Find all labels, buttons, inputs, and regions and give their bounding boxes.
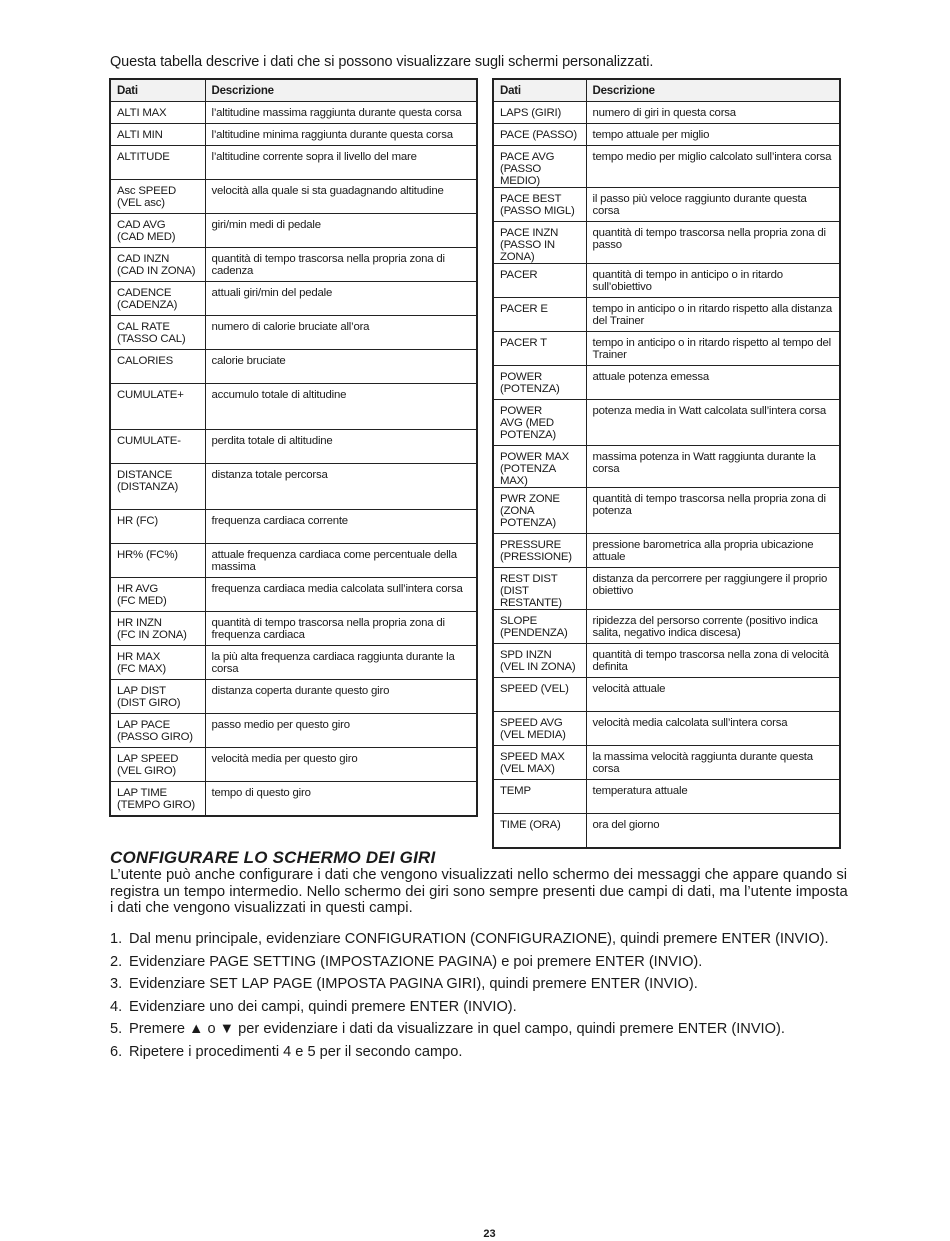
data-field-name: HR% (FC%): [110, 544, 205, 578]
data-field-description: quantità di tempo trascorsa nella zona di velocità definita: [586, 644, 840, 678]
table-row: [493, 644, 840, 678]
data-field-name: SPD INZN (VEL IN ZONA): [493, 644, 586, 678]
data-field-description: ripidezza del persorso corrente (positivo indica salita, negativo indica discesa): [586, 610, 840, 644]
data-field-description: velocità media calcolata sull’intera corsa: [586, 712, 840, 746]
data-field-name: SPEED MAX (VEL MAX): [493, 746, 586, 780]
data-field-description: passo medio per questo giro: [205, 714, 477, 748]
data-field-name: POWER (POTENZA): [493, 366, 586, 400]
table-row: [493, 534, 840, 568]
table-row: [110, 680, 477, 714]
table-row: [493, 366, 840, 400]
column-header-dati: Dati: [110, 79, 205, 102]
table-row: [110, 214, 477, 248]
data-field-name: POWER AVG (MED POTENZA): [493, 400, 586, 446]
table-row: [493, 814, 840, 848]
data-field-description: la più alta frequenza cardiaca raggiunta durante la corsa: [205, 646, 477, 680]
data-field-description: numero di giri in questa corsa: [586, 102, 840, 124]
table-row: [110, 430, 477, 464]
data-field-description: calorie bruciate: [205, 350, 477, 384]
data-field-name: PACE INZN (PASSO IN ZONA): [493, 222, 586, 264]
data-field-name: SPEED AVG (VEL MEDIA): [493, 712, 586, 746]
data-field-description: tempo medio per miglio calcolato sull’intera corsa: [586, 146, 840, 188]
data-field-description: velocità media per questo giro: [205, 748, 477, 782]
data-field-description: velocità attuale: [586, 678, 840, 712]
step-item: [110, 974, 829, 997]
data-field-description: tempo in anticipo o in ritardo rispetto al tempo del Trainer: [586, 332, 840, 366]
data-field-name: PACER T: [493, 332, 586, 366]
table-row: [493, 124, 840, 146]
data-field-name: DISTANCE (DISTANZA): [110, 464, 205, 510]
data-field-description: quantità di tempo trascorsa nella propria zona di passo: [586, 222, 840, 264]
data-field-name: PRESSURE (PRESSIONE): [493, 534, 586, 568]
step-text: Evidenziare uno dei campi, quindi premere ENTER (INVIO).: [129, 998, 517, 1015]
data-field-name: LAP TIME (TEMPO GIRO): [110, 782, 205, 816]
table-row: [110, 146, 477, 180]
step-item: [110, 997, 829, 1020]
data-field-description: giri/min medi di pedale: [205, 214, 477, 248]
table-header-row: [493, 79, 840, 102]
step-text: Evidenziare SET LAP PAGE (IMPOSTA PAGINA GIRI), quindi premere ENTER (INVIO).: [129, 976, 698, 993]
data-field-description: distanza coperta durante questo giro: [205, 680, 477, 714]
step-number: 1.: [110, 931, 123, 947]
table-row: [493, 298, 840, 332]
data-field-name: ALTI MIN: [110, 124, 205, 146]
data-field-name: CADENCE (CADENZA): [110, 282, 205, 316]
data-table-right: [492, 78, 841, 849]
data-field-name: POWER MAX (POTENZA MAX): [493, 446, 586, 488]
table-row: [110, 612, 477, 646]
table-row: [110, 248, 477, 282]
data-field-name: LAP DIST (DIST GIRO): [110, 680, 205, 714]
data-field-description: il passo più veloce raggiunto durante questa corsa: [586, 188, 840, 222]
data-field-name: PACE AVG (PASSO MEDIO): [493, 146, 586, 188]
table-row: [110, 316, 477, 350]
section-body: L’utente può anche configurare i dati che vengono visualizzati nello schermo dei messaggi che appare quando si registra un tempo intermedio. Nello schermo dei giri sono sempre presenti due campi di dati, ma l’utente imposta i dati che vengono visualizzati in questi campi.: [110, 867, 848, 916]
column-header-descrizione: Descrizione: [205, 79, 477, 102]
data-field-description: ora del giorno: [586, 814, 840, 848]
table-row: [493, 780, 840, 814]
table-header-row: [110, 79, 477, 102]
data-field-description: quantità di tempo trascorsa nella propria zona di cadenza: [205, 248, 477, 282]
data-field-name: HR INZN (FC IN ZONA): [110, 612, 205, 646]
table-row: [110, 782, 477, 816]
data-field-name: REST DIST (DIST RESTANTE): [493, 568, 586, 610]
data-field-name: PACE (PASSO): [493, 124, 586, 146]
table-row: [110, 714, 477, 748]
table-row: [110, 282, 477, 316]
data-field-name: Asc SPEED (VEL asc): [110, 180, 205, 214]
step-text: Evidenziare PAGE SETTING (IMPOSTAZIONE PAGINA) e poi premere ENTER (INVIO).: [129, 953, 703, 970]
data-field-name: CUMULATE+: [110, 384, 205, 430]
step-number: 3.: [110, 976, 123, 993]
table-row: [493, 400, 840, 446]
step-item: [110, 1019, 829, 1042]
data-field-name: TIME (ORA): [493, 814, 586, 848]
data-field-description: attuale frequenza cardiaca come percentuale della massima: [205, 544, 477, 578]
step-item: [110, 1042, 829, 1065]
data-field-name: PACER E: [493, 298, 586, 332]
data-field-name: SPEED (VEL): [493, 678, 586, 712]
data-field-description: velocità alla quale si sta guadagnando altitudine: [205, 180, 477, 214]
step-number: 2.: [110, 953, 123, 970]
table-row: [493, 264, 840, 298]
table-row: [110, 646, 477, 680]
step-number: 4.: [110, 998, 123, 1015]
data-field-description: frequenza cardiaca media calcolata sull’intera corsa: [205, 578, 477, 612]
data-field-description: perdita totale di altitudine: [205, 430, 477, 464]
step-item: [110, 929, 829, 952]
data-field-name: CAD INZN (CAD IN ZONA): [110, 248, 205, 282]
table-row: [493, 610, 840, 644]
step-item: [110, 952, 829, 975]
step-number: 5.: [110, 1021, 123, 1038]
data-field-description: accumulo totale di altitudine: [205, 384, 477, 430]
data-field-name: ALTITUDE: [110, 146, 205, 180]
data-field-name: TEMP: [493, 780, 586, 814]
data-field-name: LAP SPEED (VEL GIRO): [110, 748, 205, 782]
data-field-description: numero di calorie bruciate all’ora: [205, 316, 477, 350]
data-field-name: CAD AVG (CAD MED): [110, 214, 205, 248]
table-row: [493, 488, 840, 534]
table-row: [110, 350, 477, 384]
data-field-name: PACER: [493, 264, 586, 298]
data-field-name: ALTI MAX: [110, 102, 205, 124]
table-row: [493, 678, 840, 712]
data-field-description: quantità di tempo trascorsa nella propria zona di frequenza cardiaca: [205, 612, 477, 646]
step-text: Dal menu principale, evidenziare CONFIGURATION (CONFIGURAZIONE), quindi premere ENTER (INVIO).: [129, 931, 829, 947]
table-row: [493, 446, 840, 488]
data-field-description: frequenza cardiaca corrente: [205, 510, 477, 544]
data-field-name: HR AVG (FC MED): [110, 578, 205, 612]
data-field-description: la massima velocità raggiunta durante questa corsa: [586, 746, 840, 780]
data-field-name: HR (FC): [110, 510, 205, 544]
data-field-description: massima potenza in Watt raggiunta durante la corsa: [586, 446, 840, 488]
data-field-description: l’altitudine corrente sopra il livello del mare: [205, 146, 477, 180]
table-row: [493, 712, 840, 746]
table-row: [493, 188, 840, 222]
step-text: Ripetere i procedimenti 4 e 5 per il secondo campo.: [129, 1043, 463, 1060]
data-field-description: l’altitudine minima raggiunta durante questa corsa: [205, 124, 477, 146]
table-row: [110, 578, 477, 612]
table-row: [110, 180, 477, 214]
data-field-description: potenza media in Watt calcolata sull’intera corsa: [586, 400, 840, 446]
table-row: [493, 146, 840, 188]
data-field-description: tempo di questo giro: [205, 782, 477, 816]
step-number: 6.: [110, 1043, 123, 1060]
data-field-name: SLOPE (PENDENZA): [493, 610, 586, 644]
table-row: [493, 746, 840, 780]
data-field-name: CALORIES: [110, 350, 205, 384]
data-field-description: pressione barometrica alla propria ubicazione attuale: [586, 534, 840, 568]
data-field-description: distanza da percorrere per raggiungere il proprio obiettivo: [586, 568, 840, 610]
intro-text: Questa tabella descrive i dati che si possono visualizzare sugli schermi personalizzati.: [110, 54, 654, 70]
table-row: [110, 544, 477, 578]
table-row: [110, 510, 477, 544]
data-table-left: [109, 78, 478, 817]
section-title: CONFIGURARE LO SCHERMO DEI GIRI: [110, 848, 436, 867]
data-field-description: quantità di tempo trascorsa nella propria zona di potenza: [586, 488, 840, 534]
data-field-description: attuale potenza emessa: [586, 366, 840, 400]
data-field-description: l’altitudine massima raggiunta durante questa corsa: [205, 102, 477, 124]
table-row: [493, 102, 840, 124]
table-row: [493, 222, 840, 264]
data-field-name: HR MAX (FC MAX): [110, 646, 205, 680]
data-field-description: tempo attuale per miglio: [586, 124, 840, 146]
table-row: [493, 332, 840, 366]
data-field-description: quantità di tempo in anticipo o in ritardo sull’obiettivo: [586, 264, 840, 298]
steps-list: [110, 929, 829, 1065]
data-field-name: CUMULATE-: [110, 430, 205, 464]
data-field-name: LAP PACE (PASSO GIRO): [110, 714, 205, 748]
data-field-description: distanza totale percorsa: [205, 464, 477, 510]
table-row: [110, 748, 477, 782]
data-field-description: temperatura attuale: [586, 780, 840, 814]
data-field-name: PACE BEST (PASSO MIGL): [493, 188, 586, 222]
table-row: [110, 384, 477, 430]
table-row: [110, 102, 477, 124]
page-number: 23: [483, 1228, 496, 1240]
step-text: Premere ▲ o ▼ per evidenziare i dati da visualizzare in quel campo, quindi premere ENTER (INVIO).: [129, 1021, 785, 1038]
column-header-descrizione: Descrizione: [586, 79, 840, 102]
data-field-description: attuali giri/min del pedale: [205, 282, 477, 316]
data-field-name: LAPS (GIRI): [493, 102, 586, 124]
table-row: [493, 568, 840, 610]
data-field-name: CAL RATE (TASSO CAL): [110, 316, 205, 350]
data-field-name: PWR ZONE (ZONA POTENZA): [493, 488, 586, 534]
table-row: [110, 464, 477, 510]
column-header-dati: Dati: [493, 79, 586, 102]
data-field-description: tempo in anticipo o in ritardo rispetto alla distanza del Trainer: [586, 298, 840, 332]
table-row: [110, 124, 477, 146]
